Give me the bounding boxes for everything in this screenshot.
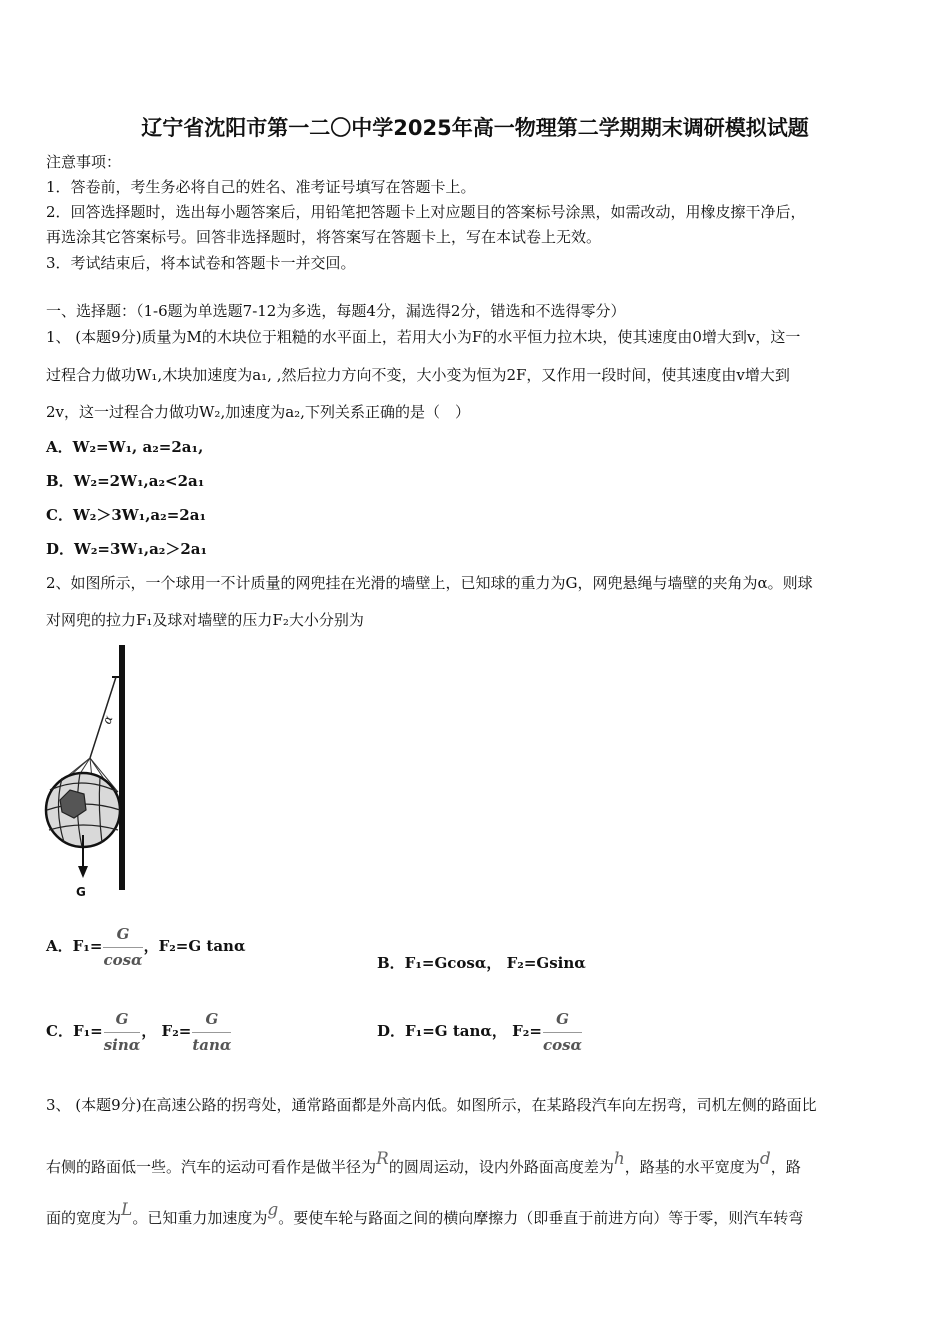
question-1-option-d: D．W₂=3W₁,a₂＞2a₁ [46,540,208,558]
notice-heading: 注意事项： [46,153,122,171]
notice-item: 1．答卷前，考生务必将自己的姓名、准考证号填写在答题卡上。 [46,178,476,196]
question-1-option-a: A．W₂=W₁, a₂=2a₁, [46,438,204,456]
question-2-option-a: A．F₁= $\frac{G}{\cos\alpha}$ ，F₂=G tanα [46,925,246,969]
symbol-g: g [267,1200,279,1220]
symbol-h: h [613,1149,625,1169]
question-1-line: 2v，这一过程合力做功W₂,加速度为a₂,下列关系正确的是（ ） [46,403,470,421]
question-3-line: 面的宽度为L。已知重力加速度为g。要使车轮与路面之间的横向摩擦力（即垂直于前进方向）等于零，则汽车转弯 [46,1200,804,1227]
question-2-line: 2、如图所示，一个球用一不计质量的网兜挂在光滑的墙壁上，已知球的重力为G，网兜悬绳与墙壁的夹角为α。则球 [46,574,813,592]
question-2-option-d: D．F₁=G tanα， F₂= $\frac{G}{\cos\alpha}$ [377,1010,583,1054]
question-1-line: 过程合力做功W₁,木块加速度为a₁, ,然后拉力方向不变，大小变为恒为2F，又作用一段时间，使其速度由v增大到 [46,366,790,384]
symbol-R: R [376,1149,389,1169]
question-1-option-c: C．W₂＞3W₁,a₂=2a₁ [46,506,207,524]
symbol-d: d [759,1149,771,1169]
question-1-line: 1、 (本题9分)质量为M的木块位于粗糙的水平面上，若用大小为F的水平恒力拉木块，使其速度由0增大到v，这一 [46,328,801,346]
wall [119,645,125,890]
question-2-line: 对网兜的拉力F₁及球对墙壁的压力F₂大小分别为 [46,611,364,629]
gravity-arrowhead [78,866,88,878]
question-3-line: 3、 (本题9分)在高速公路的拐弯处，通常路面都是外高内低。如图所示，在某路段汽车向左拐弯，司机左侧的路面比 [46,1096,817,1114]
notice-item: 3．考试结束后，将本试卷和答题卡一并交回。 [46,254,356,272]
question-2-option-b: B．F₁=Gcosα， F₂=Gsinα [377,954,586,972]
section-heading: 一、选择题：（1-6题为单选题7-12为多选，每题4分，漏选得2分，错选和不选得零分） [46,302,626,320]
notice-item: 再选涂其它答案标号。回答非选择题时，将答案写在答题卡上，写在本试卷上无效。 [46,228,602,246]
page-title: 辽宁省沈阳市第一二〇中学2025年高一物理第二学期期末调研模拟试题 [141,116,809,140]
question-1-option-b: B．W₂=2W₁,a₂<2a₁ [46,472,205,490]
gravity-label: G [76,885,86,899]
question-3-line: 右侧的路面低一些。汽车的运动可看作是做半径为R的圆周运动，设内外路面高度差为h，路基的水平宽度为d，路 [46,1149,801,1176]
ball-net-figure [40,640,140,902]
alpha-label: α [99,713,116,727]
symbol-L: L [121,1200,133,1220]
question-2-option-c: C．F₁= $\frac{G}{\sin\alpha}$ ， F₂= $\frac{G}{\tan\alpha}$ [46,1010,232,1054]
notice-item: 2．回答选择题时，选出每小题答案后，用铅笔把答题卡上对应题目的答案标号涂黑，如需改动，用橡皮擦干净后， [46,203,806,221]
